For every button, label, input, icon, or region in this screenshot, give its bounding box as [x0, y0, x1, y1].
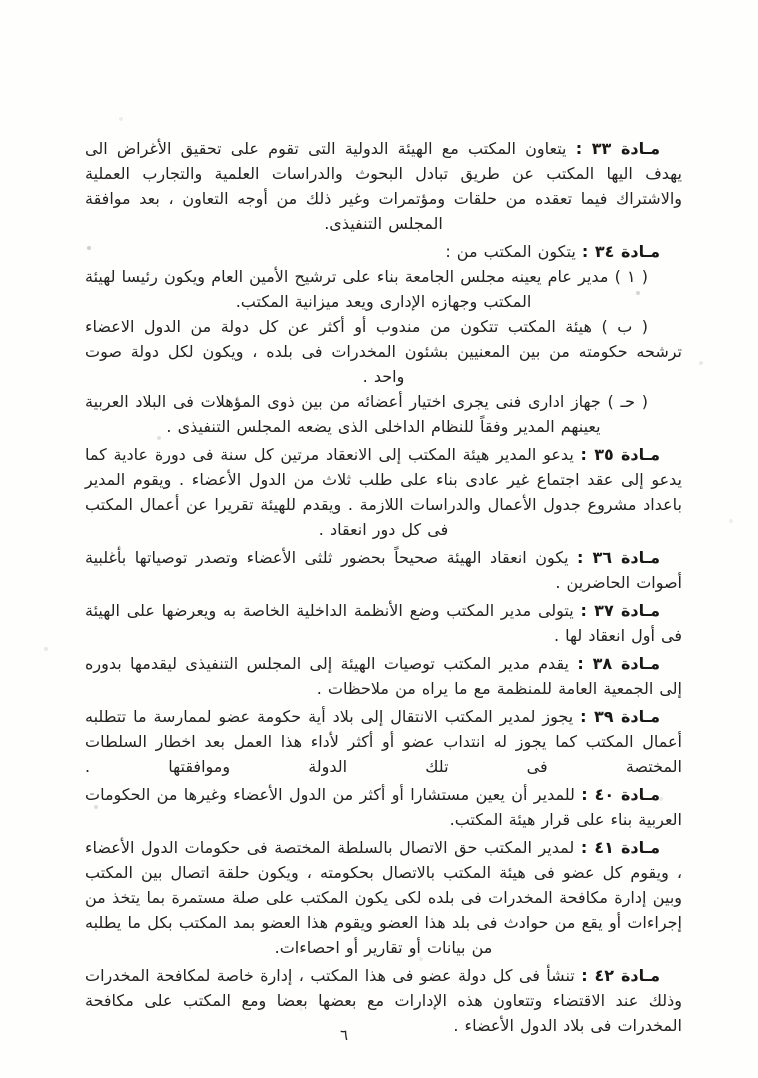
article-37-text: يتولى مدير المكتب وضع الأنظمة الداخلية الخاصة به ويعرضها على الهيئة فى أول انعقاد لها .: [85, 601, 682, 645]
article-34-item-1-text: هيئة المكتب تتكون من مندوب أو أكثر عن كل دولة من الدول الاعضاء ترشحه حكومته من بين المعنيين بشئون المخدرات فى بلده ، ويكون لكل دولة صوت واحد .: [85, 317, 682, 386]
article-39-text: يجوز لمدير المكتب الانتقال إلى بلاد أية حكومة عضو لممارسة ما تتطلبه أعمال المكتب كما يجوز له انتداب عضو أو أكثر لأداء هذا العمل بعد اخطار السلطات المختصة فى تلك الدولة وموافقتها .: [85, 707, 682, 776]
article-41-label: مـادة ٤١ :: [580, 838, 661, 857]
article-34-item-0-marker: ( ١ ): [614, 267, 649, 286]
article-39-paragraph: [85, 704, 682, 779]
article-34-item-2-text: جهاز ادارى فنى يجرى اختيار أعضائه من بين ذوى المؤهلات فى البلاد العربية يعينهم المدير وفقاً للنظام الداخلى الذى يضعه المجلس التنفيذى .: [85, 392, 601, 436]
article-34-item-0-text: مدير عام يعينه مجلس الجامعة بناء على ترشيح الأمين العام ويكون رئيسا لهيئة المكتب وجهازه الإدارى ويعد ميزانية المكتب.: [85, 267, 609, 311]
article-39-label: مـادة ٣٩ :: [580, 707, 661, 726]
document-text-block: [85, 136, 682, 1038]
article-34-label: مـادة ٣٤ :: [581, 242, 660, 261]
article-38-paragraph: [85, 651, 682, 701]
article-34-item-1-marker: ( ب ): [601, 317, 648, 336]
article-33-paragraph: [85, 136, 682, 236]
article-41-text: لمدير المكتب حق الاتصال بالسلطة المختصة فى حكومات الدول الأعضاء ، ويقوم كل عضو فى هيئة المكتب بالاتصال بحكومته ، ويكون حلقة اتصال بين المكتب وبين إدارة مكافحة المخدرات فى بلده لكى يكون المكتب على صلة مستمرة بما يتخذ من إجراءات أو يقع من حوادث فى بلد هذا العضو ويقوم هذا العضو بمد المكتب بكل ما يطلبه من بيانات أو تقارير أو احصاءات.: [85, 838, 682, 957]
article-35-text: يدعو المدير هيئة المكتب إلى الانعقاد مرتين كل سنة فى دورة عادية كما يدعو إلى عقد اجتماع غير عادى بناء على طلب ثلاث من الدول الأعضاء . ويقوم المدير باعداد مشروع جدول الأعمال والدراسات اللازمة . ويقدم للهيئة تقريرا عن أعمال المكتب فى كل دور انعقاد .: [85, 445, 682, 539]
article-34-item-1: [85, 314, 682, 389]
article-36-text: يكون انعقاد الهيئة صحيحاً بحضور ثلثى الأعضاء وتصدر توصياتها بأغلبية أصوات الحاضرين .: [85, 548, 682, 592]
article-35-label: مـادة ٣٥ :: [580, 445, 660, 464]
article-42-label: مـادة ٤٢ :: [581, 966, 661, 985]
page-number: ٦: [340, 1026, 349, 1044]
article-42-paragraph: [85, 963, 682, 1038]
article-37-paragraph: [85, 598, 682, 648]
article-38-label: مـادة ٣٨ :: [577, 654, 661, 673]
article-37-label: مـادة ٣٧ :: [580, 601, 661, 620]
article-41-paragraph: [85, 835, 682, 960]
article-40-paragraph: [85, 782, 682, 832]
scan-noise-specks: [0, 0, 2, 2]
article-42-text: تنشأ فى كل دولة عضو فى هذا المكتب ، إدارة خاصة لمكافحة المخدرات وذلك عند الاقتضاء وتتعاون هذه الإدارات مع بعضها بعضا ومع المكتب على مكافحة المخدرات فى بلاد الدول الأعضاء .: [85, 966, 682, 1035]
article-33-text: يتعاون المكتب مع الهيئة الدولية التى تقوم على تحقيق الأغراض الى يهدف اليها المكتب عن طريق تبادل البحوث والدراسات العلمية والتجارب العملية والاشتراك فيما تعقده من حلقات ومؤتمرات وغير ذلك من أوجه التعاون ، بعد موافقة المجلس التنفيذى.: [85, 139, 682, 233]
article-34-item-0: [85, 264, 682, 314]
article-34-text: يتكون المكتب من :: [445, 242, 576, 261]
article-34-paragraph: [85, 239, 682, 264]
article-40-text: للمدير أن يعين مستشارا أو أكثر من الدول الأعضاء وغيرها من الحكومات العربية بناء على قرار هيئة المكتب.: [85, 785, 682, 829]
article-34-item-2: [85, 389, 682, 439]
article-40-label: مـادة ٤٠ :: [581, 785, 661, 804]
article-38-text: يقدم مدير المكتب توصيات الهيئة إلى المجلس التنفيذى ليقدمها بدوره إلى الجمعية العامة للمنظمة مع ما يراه من ملاحظات .: [85, 654, 682, 698]
article-36-paragraph: [85, 545, 682, 595]
article-34-item-2-marker: ( حـ ): [607, 392, 648, 411]
article-35-paragraph: [85, 442, 682, 542]
article-33-label: مـادة ٣٣ :: [575, 139, 661, 158]
article-36-label: مـادة ٣٦ :: [577, 548, 660, 567]
